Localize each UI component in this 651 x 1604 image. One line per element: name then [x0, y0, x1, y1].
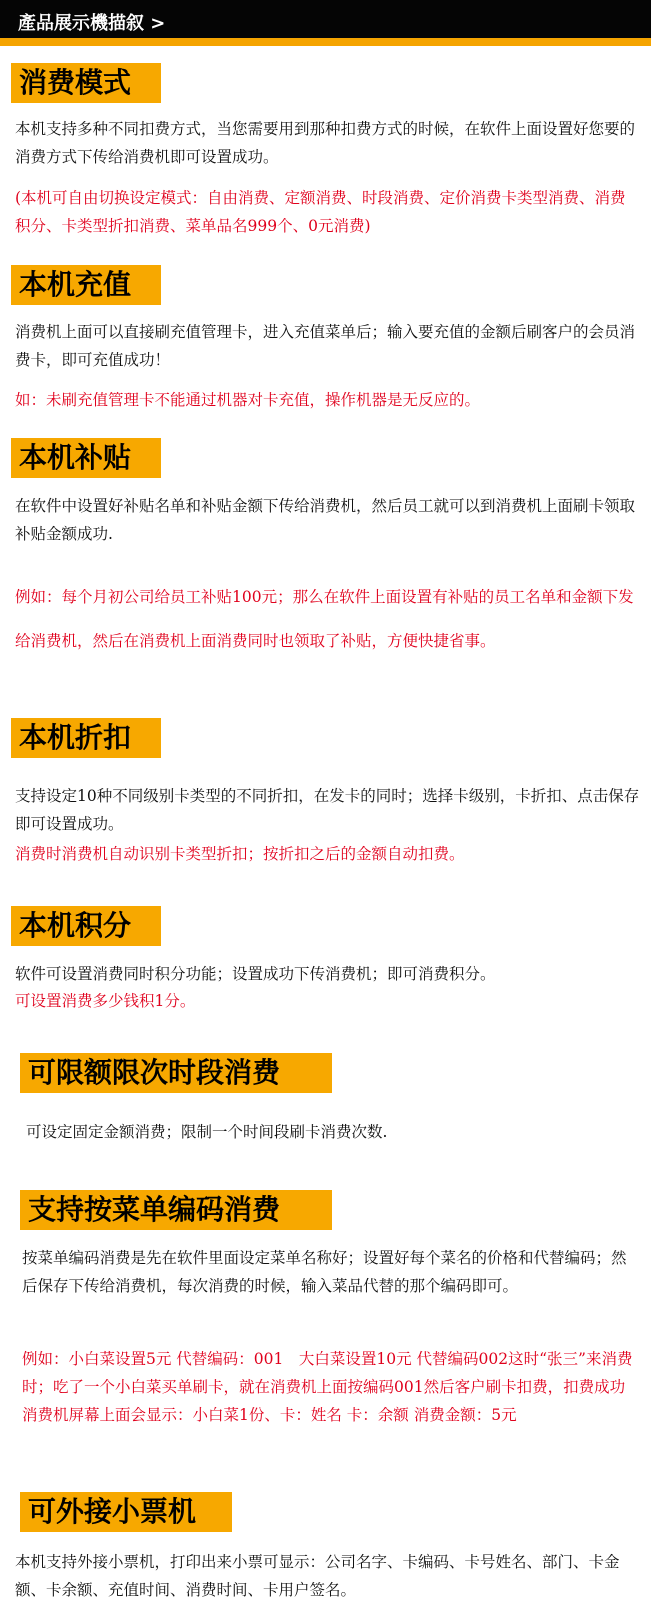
- note-points: 可设置消费多少钱积1分。: [15, 992, 196, 1010]
- paragraph-menu-code: 按菜单编码消费是先在软件里面设定菜单名称好；设置好每个菜名的价格和代替编码；然后保存下传给消费机，每次消费的时候，输入菜品代替的那个编码即可。: [22, 1249, 627, 1295]
- paragraph-points: 软件可设置消费同时积分功能；设置成功下传消费机；即可消费积分。: [15, 965, 496, 983]
- banner-title: 產品展示機描叙 >: [18, 13, 166, 34]
- heading-subsidy: 本机补贴: [11, 438, 161, 478]
- heading-consume-mode: 消费模式: [11, 63, 161, 103]
- paragraph-consume-mode: 本机支持多种不同扣费方式，当您需要用到那种扣费方式的时候，在软件上面设置好您要的消费方式下传给消费机即可设置成功。: [15, 120, 636, 166]
- paragraph-recharge: 消费机上面可以直接刷充值管理卡，进入充值菜单后；输入要充值的金额后刷客户的会员消费卡，即可充值成功！: [15, 323, 636, 369]
- paragraph-discount: 支持设定10种不同级别卡类型的不同折扣，在发卡的同时；选择卡级别，卡折扣、点击保存即可设置成功。: [15, 787, 640, 833]
- note-menu-code: 例如：小白菜设置5元 代替编码：001 大白菜设置10元 代替编码002这时“张三”来消费时；吃了一个小白菜买单刷卡，就在消费机上面按编码001然后客户刷卡扣费，扣费成功消费机屏幕上面会显示：小白菜1份、卡：姓名 卡：余额 消费金额：5元: [22, 1350, 633, 1424]
- note-subsidy: 例如：每个月初公司给员工补贴100元；那么在软件上面设置有补贴的员工名单和金额下发给消费机，然后在消费机上面消费同时也领取了补贴，方便快捷省事。: [15, 588, 634, 650]
- banner-stripe: [0, 38, 651, 46]
- heading-discount: 本机折扣: [11, 718, 161, 758]
- heading-limit-consume: 可限额限次时段消费: [20, 1053, 332, 1093]
- heading-points: 本机积分: [11, 906, 161, 946]
- note-consume-mode: (本机可自由切换设定模式：自由消费、定额消费、时段消费、定价消费卡类型消费、消费积分、卡类型折扣消费、菜单品名999个、0元消费): [15, 189, 626, 235]
- paragraph-ticket-printer: 本机支持外接小票机，打印出来小票可显示：公司名字、卡编码、卡号姓名、部门、卡金额、卡余额、充值时间、消费时间、卡用户签名。: [15, 1553, 620, 1599]
- heading-ticket-printer: 可外接小票机: [20, 1492, 232, 1532]
- heading-menu-code: 支持按菜单编码消费: [20, 1190, 332, 1230]
- note-recharge: 如：未刷充值管理卡不能通过机器对卡充值，操作机器是无反应的。: [15, 391, 481, 409]
- note-discount: 消费时消费机自动识别卡类型折扣；按折扣之后的金额自动扣费。: [15, 845, 465, 863]
- top-banner: [0, 0, 651, 38]
- heading-recharge: 本机充值: [11, 265, 161, 305]
- paragraph-limit-consume: 可设定固定金额消费；限制一个时间段刷卡消费次数.: [26, 1123, 388, 1141]
- paragraph-subsidy: 在软件中设置好补贴名单和补贴金额下传给消费机，然后员工就可以到消费机上面刷卡领取补贴金额成功.: [15, 497, 636, 543]
